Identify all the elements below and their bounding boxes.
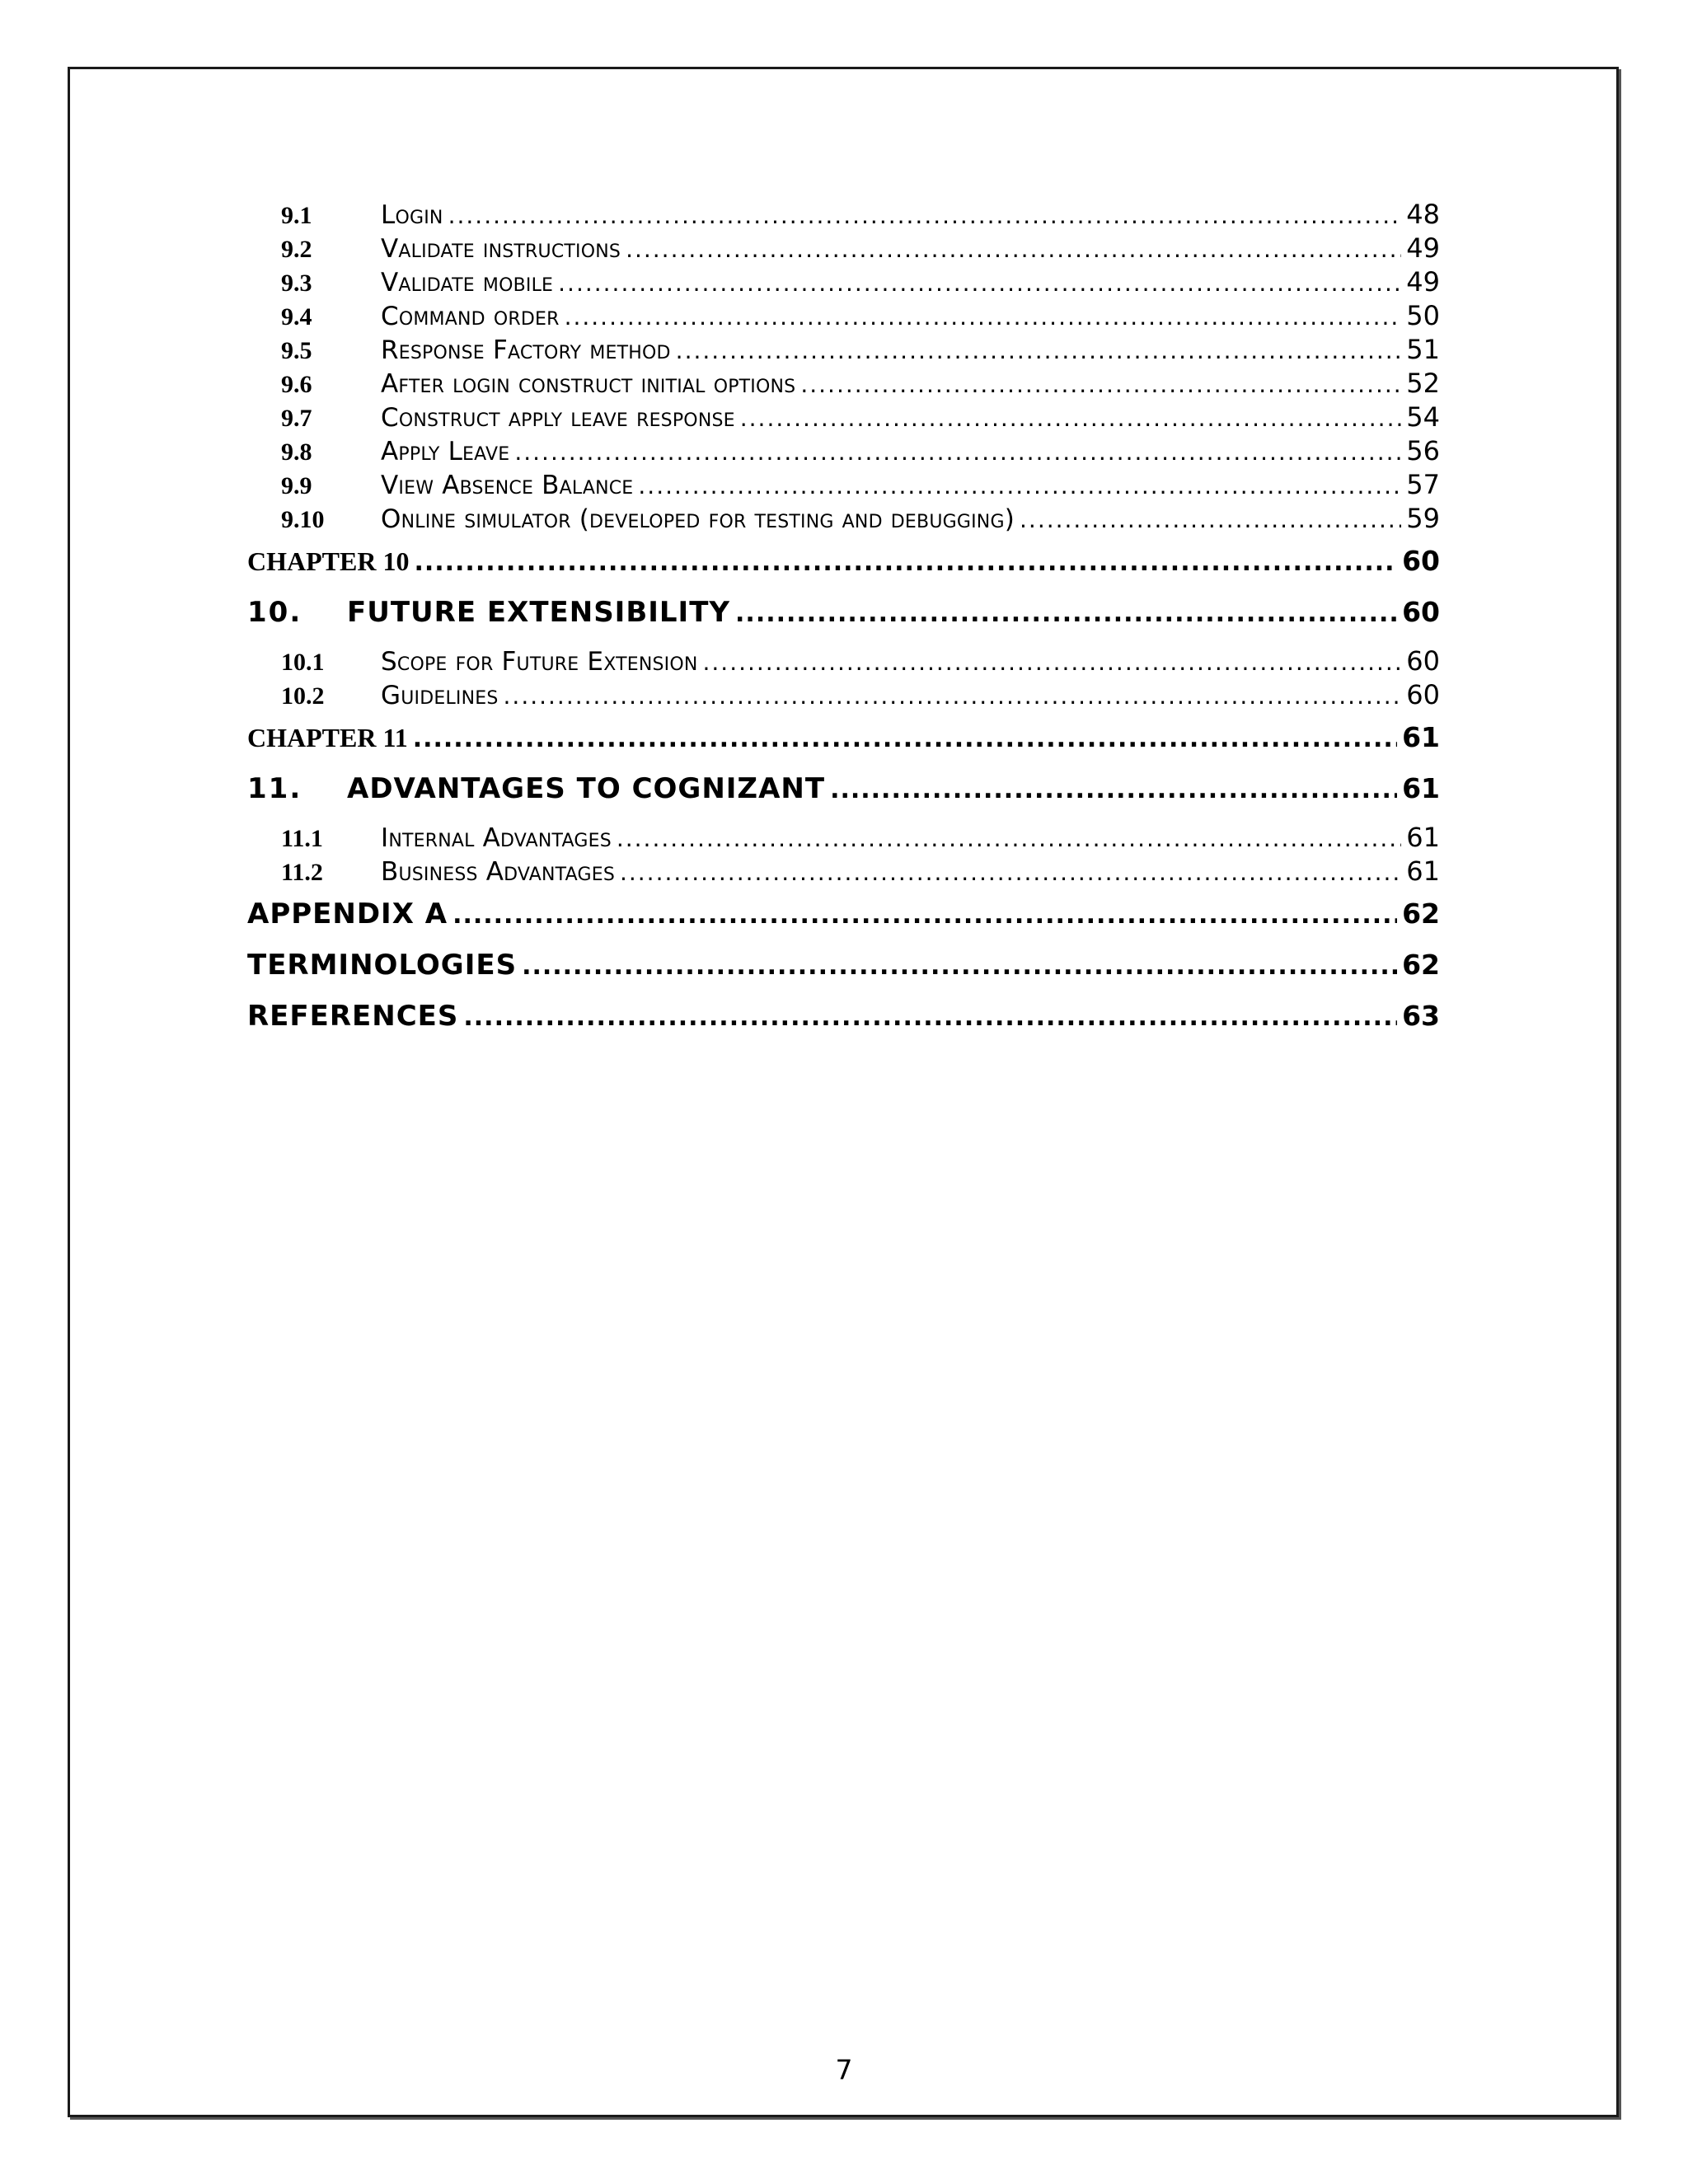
toc-entry-9-9[interactable]	[247, 468, 1440, 502]
toc-entry-title: Validate instructions	[381, 234, 621, 264]
toc-entry-9-4[interactable]	[247, 299, 1440, 333]
toc-entry-9-7[interactable]	[247, 401, 1440, 434]
toc-chapter-page: 60	[1402, 545, 1440, 577]
toc-entry-number: 9.5	[281, 337, 312, 364]
toc-entry-9-6[interactable]	[247, 367, 1440, 401]
toc-references[interactable]	[247, 991, 1440, 1042]
toc-entry-title: Validate mobile	[381, 268, 554, 298]
toc-entry-title: View Absence Balance	[381, 471, 634, 500]
toc-entry-number: 9.1	[281, 202, 312, 229]
toc-entry-number: 9.4	[281, 303, 312, 330]
dot-leader	[703, 645, 1402, 679]
dot-leader	[626, 232, 1401, 266]
toc-heading-title: FUTURE EXTENSIBILITY	[347, 596, 731, 629]
dot-leader	[414, 537, 1397, 588]
toc-heading-title: TERMINOLOGIES	[247, 949, 518, 982]
toc-entry-title: Guidelines	[381, 681, 499, 710]
toc-heading-title: ADVANTAGES TO COGNIZANT	[347, 772, 826, 805]
toc-heading-11[interactable]	[247, 763, 1440, 814]
toc-entry-title: Apply Leave	[381, 437, 510, 466]
toc-entry-number: 9.3	[281, 269, 312, 297]
dot-leader	[452, 890, 1397, 941]
toc-entry-page: 56	[1406, 435, 1440, 466]
toc-heading-page: 63	[1402, 1000, 1440, 1032]
toc-entry-number: 9.7	[281, 405, 312, 432]
toc-heading-number: 10.	[247, 596, 302, 629]
toc-entry-page: 50	[1406, 300, 1440, 331]
dot-leader	[448, 199, 1402, 232]
toc-chapter-page: 61	[1402, 721, 1440, 753]
toc-entry-10-1[interactable]	[247, 644, 1440, 678]
toc-entry-9-10[interactable]	[247, 502, 1440, 536]
dot-leader	[504, 679, 1402, 713]
toc-entry-11-1[interactable]	[247, 821, 1440, 855]
dot-leader	[620, 855, 1401, 889]
toc-entry-title: After login construct initial options	[381, 369, 796, 399]
dot-leader	[800, 368, 1401, 401]
toc-entry-page: 61	[1406, 822, 1440, 853]
table-of-contents	[247, 198, 1440, 1042]
toc-entry-title: Construct apply leave response	[381, 403, 735, 433]
dot-leader	[522, 941, 1397, 992]
page-number: 7	[835, 2054, 853, 2086]
toc-entry-9-5[interactable]	[247, 333, 1440, 367]
toc-heading-title: REFERENCES	[247, 1000, 459, 1033]
toc-entry-page: 49	[1406, 232, 1440, 264]
toc-entry-title: Scope for Future Extension	[381, 647, 698, 677]
toc-entry-page: 60	[1406, 679, 1440, 710]
toc-entry-title: Business Advantages	[381, 857, 615, 887]
toc-chapter-10[interactable]	[247, 536, 1440, 587]
toc-entry-title: Internal Advantages	[381, 823, 612, 853]
toc-entry-page: 57	[1406, 469, 1440, 500]
dot-leader	[565, 300, 1402, 334]
toc-chapter-title: CHAPTER 11	[247, 723, 408, 752]
toc-heading-number: 11.	[247, 772, 302, 805]
dot-leader	[638, 469, 1401, 503]
toc-entry-page: 49	[1406, 266, 1440, 298]
toc-terminologies[interactable]	[247, 940, 1440, 991]
toc-chapter-title: CHAPTER 10	[247, 546, 410, 576]
toc-entry-11-2[interactable]	[247, 855, 1440, 888]
toc-entry-number: 9.10	[281, 506, 325, 533]
dot-leader	[735, 588, 1397, 640]
toc-entry-number: 11.2	[281, 859, 323, 886]
toc-entry-title: Online simulator (developed for testing and debugging)	[381, 504, 1015, 534]
toc-entry-page: 60	[1406, 645, 1440, 677]
toc-entry-10-2[interactable]	[247, 678, 1440, 712]
toc-entry-9-3[interactable]	[247, 265, 1440, 299]
toc-entry-number: 10.2	[281, 682, 325, 710]
toc-entry-title: Command order	[381, 302, 560, 331]
toc-heading-page: 60	[1402, 596, 1440, 628]
toc-chapter-11[interactable]	[247, 712, 1440, 763]
toc-heading-page: 62	[1402, 898, 1440, 930]
dot-leader	[830, 765, 1397, 816]
dot-leader	[740, 401, 1402, 435]
toc-entry-title: Response Factory method	[381, 335, 671, 365]
dot-leader	[676, 334, 1402, 368]
toc-entry-9-2[interactable]	[247, 232, 1440, 265]
toc-appendix-a[interactable]	[247, 888, 1440, 940]
toc-entry-title: Login	[381, 200, 443, 230]
toc-entry-number: 9.2	[281, 236, 312, 263]
toc-entry-9-1[interactable]	[247, 198, 1440, 232]
toc-entry-page: 52	[1406, 368, 1440, 399]
toc-entry-number: 9.6	[281, 371, 312, 398]
toc-heading-page: 62	[1402, 949, 1440, 981]
toc-entry-page: 48	[1406, 199, 1440, 230]
dot-leader	[463, 992, 1397, 1043]
toc-heading-page: 61	[1402, 772, 1440, 804]
toc-heading-10[interactable]	[247, 587, 1440, 638]
toc-heading-title: APPENDIX A	[247, 898, 448, 930]
dot-leader	[514, 435, 1401, 469]
toc-entry-page: 54	[1406, 401, 1440, 433]
dot-leader	[413, 714, 1397, 765]
toc-entry-page: 61	[1406, 855, 1440, 887]
toc-entry-number: 11.1	[281, 825, 323, 852]
toc-entry-number: 10.1	[281, 649, 325, 676]
toc-entry-page: 59	[1406, 503, 1440, 534]
dot-leader	[558, 266, 1401, 300]
dot-leader	[617, 822, 1401, 855]
toc-entry-number: 9.8	[281, 438, 312, 466]
toc-entry-page: 51	[1406, 334, 1440, 365]
dot-leader	[1020, 503, 1401, 537]
toc-entry-number: 9.9	[281, 472, 312, 499]
toc-entry-9-8[interactable]	[247, 434, 1440, 468]
